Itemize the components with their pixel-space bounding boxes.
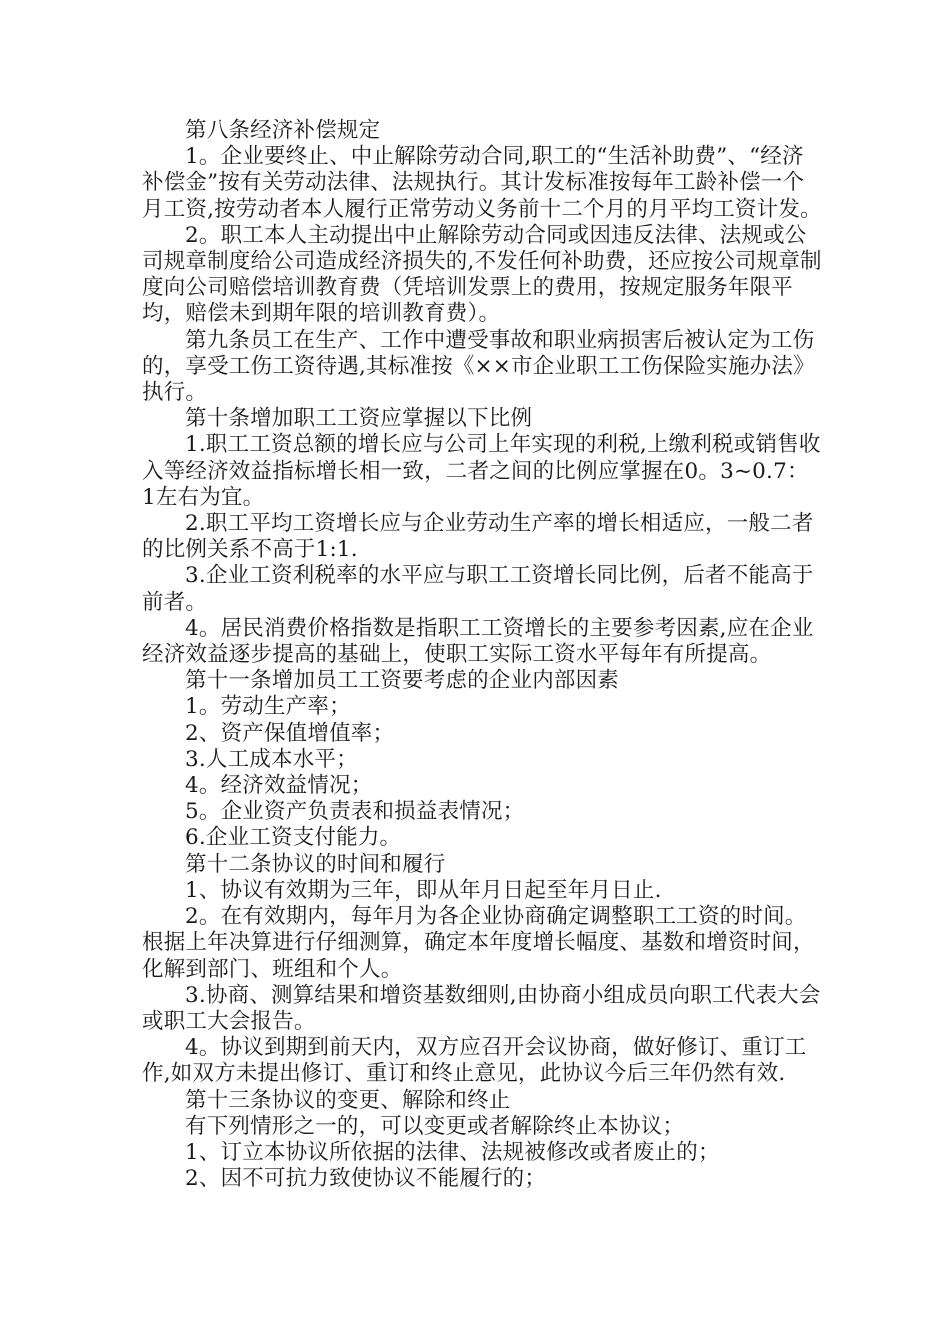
article-10-heading: 第十条增加职工工资应掌握以下比例 [185,406,533,432]
paragraph: 1。企业要终止、中止解除劳动合同,职工的“生活补助费”、“经济补偿金”按有关劳动法律、法规执行。其计发标准按每年工龄补偿一个月工资,按劳动者本人履行正常劳动义务前十二个月的月平均工资计发。 [142,144,822,222]
paragraph: 4。居民消费价格指数是指职工工资增长的主要参考因素,应在企业经济效益逐步提高的基础上，使职工实际工资水平每年有所提高。 [142,615,814,668]
paragraph: 2.职工平均工资增长应与企业劳动生产率的增长相适应，一般二者的比例关系不高于1:1. [142,511,814,563]
paragraph: 有下列情形之一的，可以变更或者解除终止本协议； [185,1113,685,1139]
list-item: 6.企业工资支付能力。 [185,825,402,851]
article-8-heading: 第八条经济补偿规定 [185,118,381,143]
article-9-paragraph: 第九条员工在生产、工作中遭受事故和职业病损害后被认定为工伤的，享受工伤工资待遇,其标准按《××市企业职工工伤保险实施办法》执行。 [142,327,815,406]
paragraph: 2。在有效期内，每年月为各企业协商确定调整职工工资的时间。根据上年决算进行仔细测算，确定本年度增长幅度、基数和增资时间，化解到部门、班组和个人。 [142,904,815,982]
list-item: 1、订立本协议所依据的法律、法规被修改或者废止的； [185,1139,720,1165]
article-11-heading: 第十一条增加员工工资要考虑的企业内部因素 [185,668,620,694]
paragraph: 3.协商、测算结果和增资基数细则,由协商小组成员向职工代表大会或职工大会报告。 [142,982,821,1034]
paragraph: 2。职工本人主动提出中止解除劳动合同或因违反法律、法规或公司规章制度给公司造成经济损失的,不发任何补助费，还应按公司规章制度向公司赔偿培训教育费（凭培训发票上的费用，按规定服务年限平均，赔偿未到期年限的培训教育费）。 [142,222,822,327]
paragraph: 4。协议到期到前天内，双方应召开会议协商，做好修订、重订工作,如双方未提出修订、重订和终止意见，此协议今后三年仍然有效. [142,1035,807,1087]
list-item: 2、资产保值增值率； [185,720,395,746]
paragraph: 1.职工工资总额的增长应与公司上年实现的利税,上缴利税或销售收入等经济效益指标增长相一致，二者之间的比例应掌握在0。3~0.7：1左右为宜。 [142,432,821,510]
paragraph: 3.企业工资利税率的水平应与职工工资增长同比例，后者不能高于前者。 [142,563,814,615]
list-item: 2、因不可抗力致使协议不能履行的； [185,1166,547,1192]
list-item: 4。经济效益情况； [185,773,373,799]
document-body [142,118,822,1192]
list-item: 3.人工成本水平； [185,746,358,772]
article-13-heading: 第十三条协议的变更、解除和终止 [185,1087,511,1113]
list-item: 1。劳动生产率； [185,694,351,720]
paragraph: 1、协议有效期为三年，即从年月日起至年月日止. [185,877,662,903]
article-12-heading: 第十二条协议的时间和履行 [185,851,446,877]
list-item: 5。企业资产负责表和损益表情况； [185,799,525,825]
